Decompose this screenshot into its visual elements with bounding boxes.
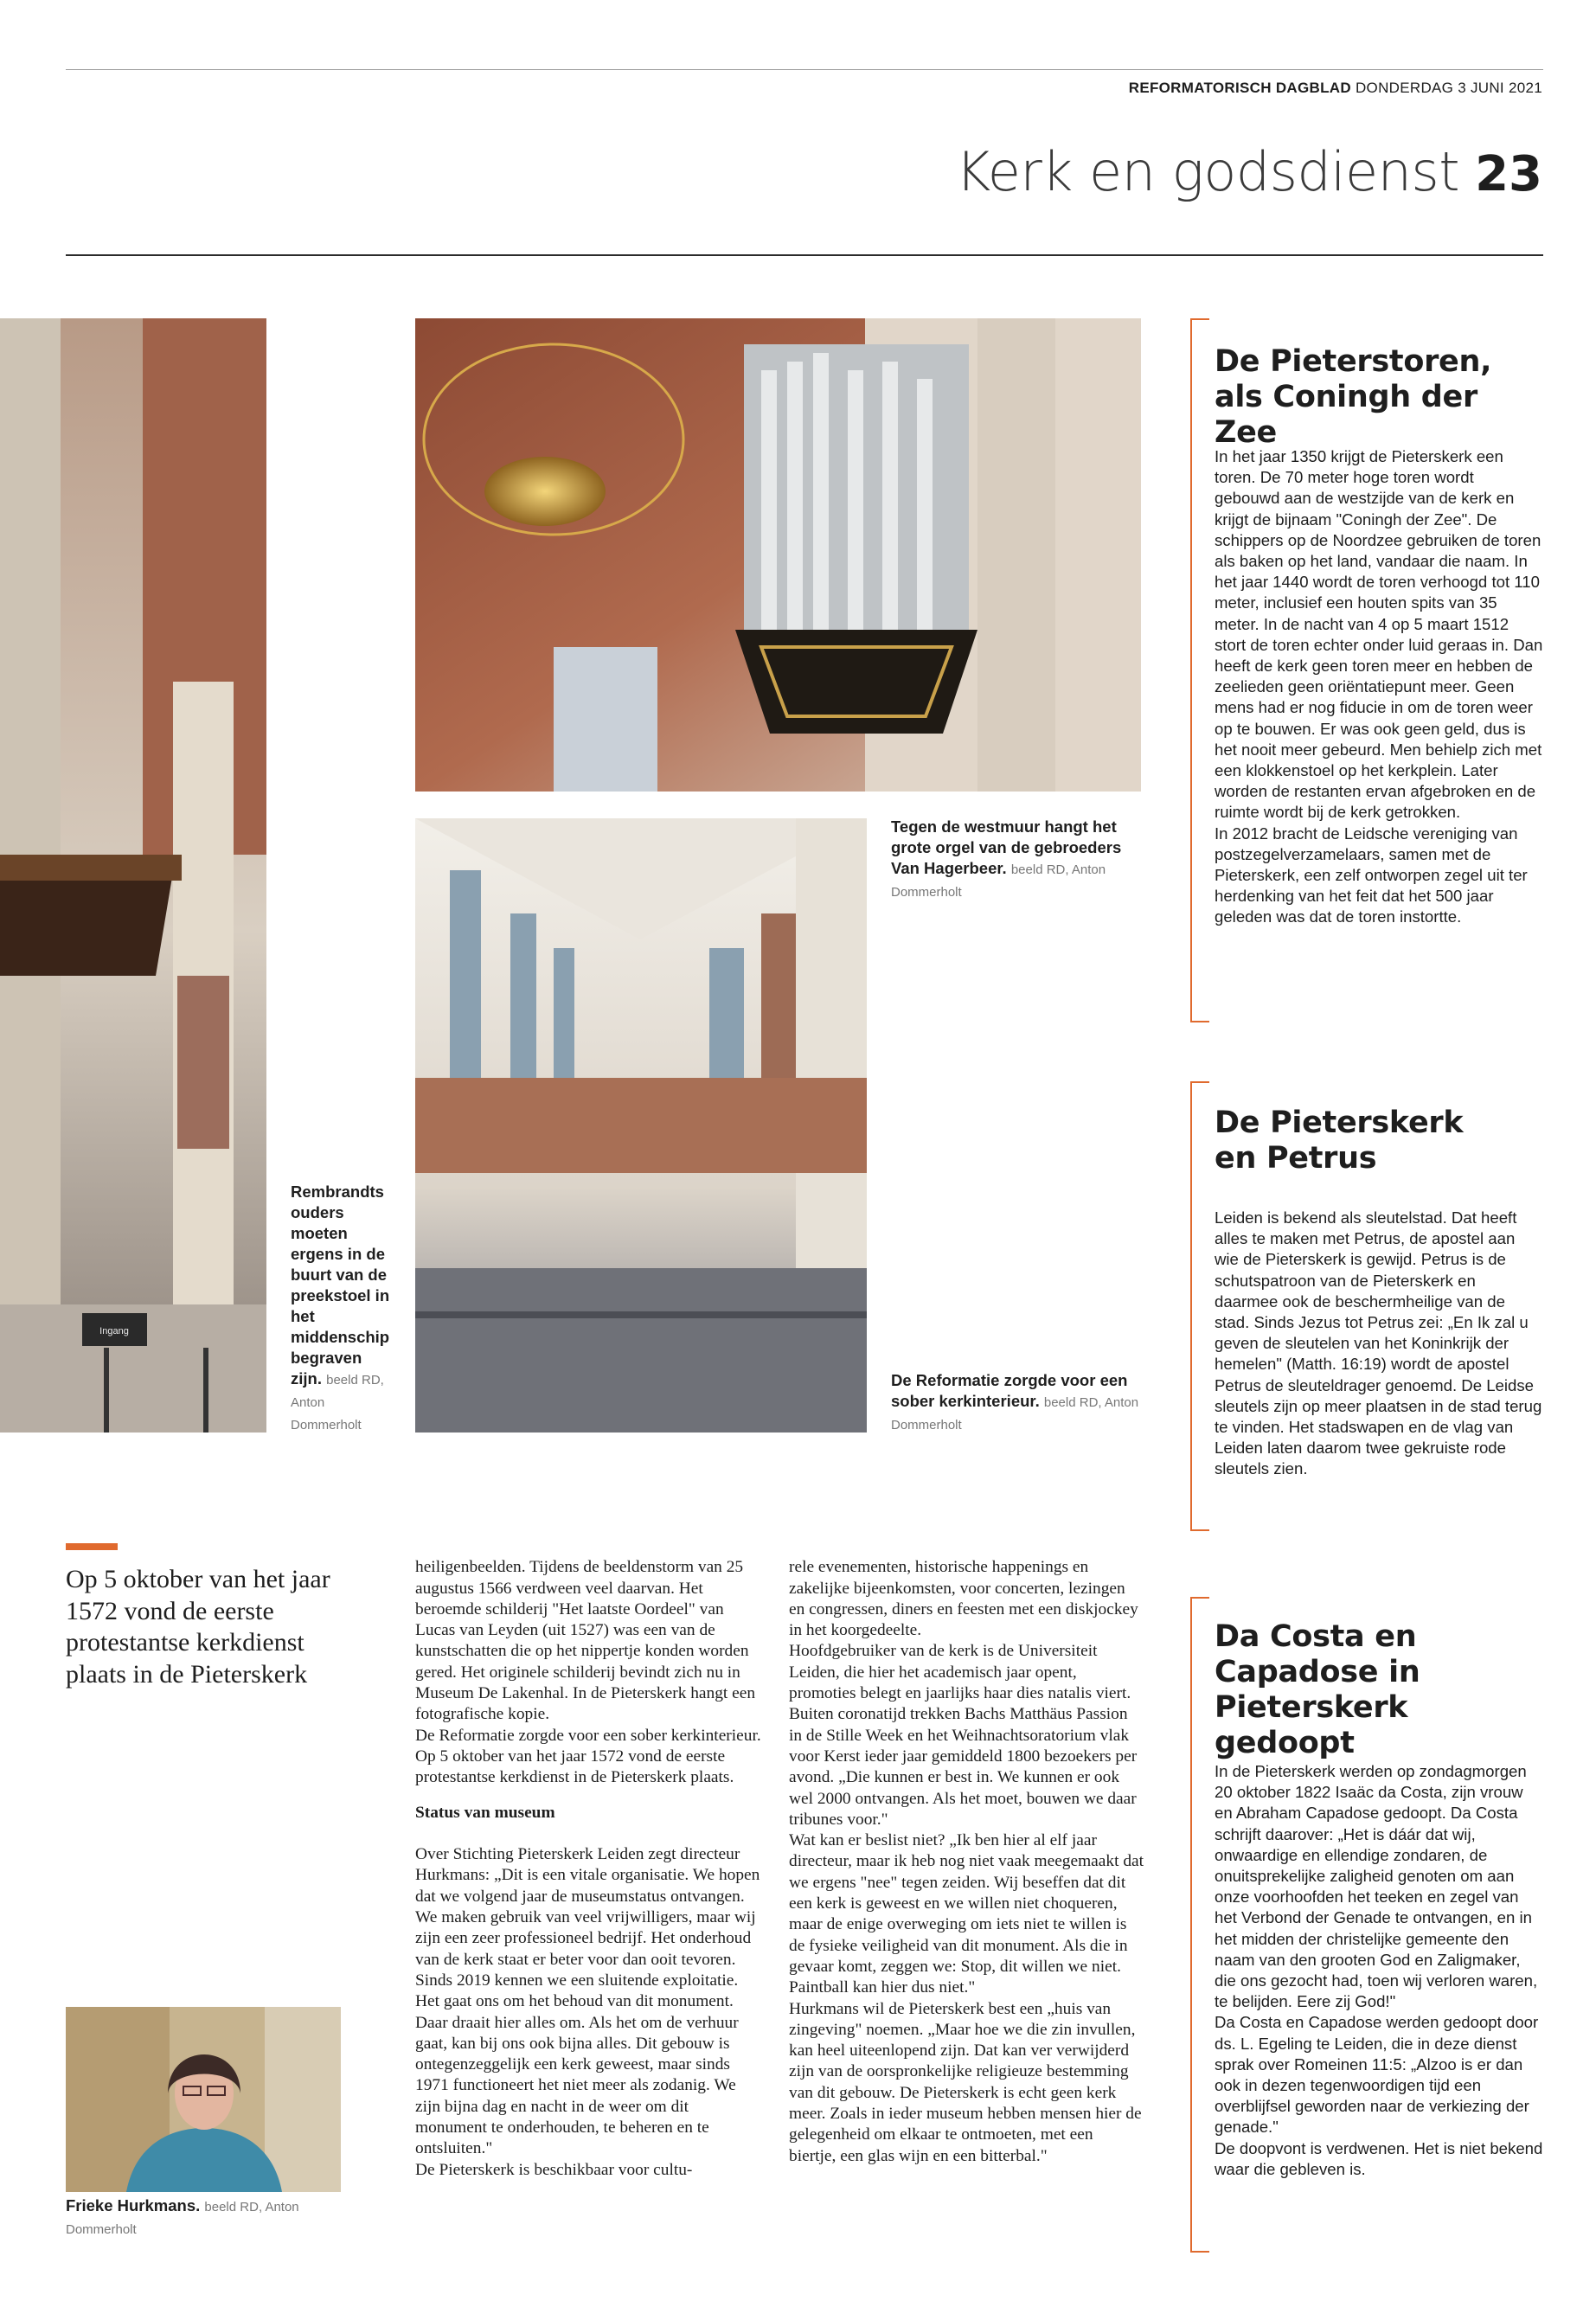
photo-portrait xyxy=(66,2007,341,2192)
article-column-3 xyxy=(789,1536,1144,2167)
caption-pulpit xyxy=(291,1182,396,1436)
caption-pulpit-credit: beeld RD, Anton Dommerholt xyxy=(291,1373,384,1433)
article-subhead: Status van museum xyxy=(415,1803,555,1822)
sidebar-title: De Pieterskerk en Petrus xyxy=(1215,1106,1464,1176)
top-rule xyxy=(66,69,1543,70)
caption-organ xyxy=(891,817,1151,903)
header-bottom-rule xyxy=(66,254,1543,256)
page-number: 23 xyxy=(1475,146,1542,202)
article-col2-part2: Over Stichting Pieterskerk Leiden zegt directeur Hurkmans: „Dit is een vitale organisatie. We hopen dat we volgend jaar de museumstatus ontvangen. We maken gebruik van veel vrijwilligers, maar wij zijn een zeer professioneel bedrijf. Het onderhoud van de kerk staat er beter voor dan ooit tevoren. Sinds 2019 kennen we een sluitende exploitatie. Het gaat ons om het behoud van dit monument. Daar draait hier alles om. Als het om de verhuur gaat, kan bij ons ook bijna alles. Dit gebouw is ontegenzeggelijk een kerk geweest, maar sinds 1971 functioneert het niet meer als zodanig. We zijn bijna dag en nacht in de weer om dit monument te onderhouden, te beheren en te ontsluiten." De Pieterskerk is beschikbaar voor cultu- xyxy=(415,1845,760,2179)
caption-nave-lead: De Reformatie zorgde voor een sober kerkinterieur. xyxy=(891,1371,1128,1410)
caption-nave xyxy=(891,1370,1151,1436)
sidebar-title: Da Costa en Capadose in Pieterskerk gedoopt xyxy=(1215,1619,1420,1760)
section-header xyxy=(956,140,1542,203)
sidebar-da-costa xyxy=(1190,1597,1543,2251)
masthead-date: DONDERDAG 3 JUNI 2021 xyxy=(1355,80,1542,96)
photo-pulpit xyxy=(0,318,266,1433)
masthead-paper: REFORMATORISCH DAGBLAD xyxy=(1128,80,1351,96)
section-title: Kerk en godsdienst xyxy=(955,140,1460,203)
sidebar-body: In de Pieterskerk werden op zondagmorgen 20 oktober 1822 Isaäc da Costa, zijn vrouw en Abraham Capadose gedoopt. Da Costa schrijft daarover: „Het is dáár dat wij, onwaardige en ellendige zondaren, de onuitsprekelijke zaligheid genoten om aan onze voorhoofden het teeken en zegel van het Verbond der Genade te ontvangen, en in het midden der christelijke gemeente den naam van den grooten God en Zaligmaker, die ons gezocht had, toen wij verloren waren, te belijden. Eere zij God!" Da Costa en Capadose werden gedoopt door ds. L. Egeling te Leiden, die in deze dienst sprak over Romeinen 11:5: „Alzoo is er dan ook in dezen tegenwoordigen tijd een overblijfsel geworden naar de verkiezing der genade." De doopvont is verdwenen. Het is niet bekend waar die gebleven is. xyxy=(1215,1762,1543,2178)
sidebar-title: De Pieterstoren, als Coningh der Zee xyxy=(1215,344,1492,450)
caption-portrait-credit: beeld RD, Anton Dommerholt xyxy=(66,2200,299,2237)
caption-portrait xyxy=(66,2195,351,2240)
sidebar-pieterstoren xyxy=(1190,318,1543,1021)
masthead xyxy=(1129,80,1542,97)
photo-nave xyxy=(415,818,867,1433)
caption-organ-lead: Tegen de westmuur hangt het grote orgel van de gebroeders Van Hagerbeer. xyxy=(891,817,1122,877)
article-column-2 xyxy=(415,1536,761,2181)
sidebar-petrus xyxy=(1190,1081,1543,1529)
article-col3: rele evenementen, historische happenings en zakelijke bijeenkomsten, voor concerten, lezingen en congressen, diners en feesten met een diskjockey in het koorgedeelte. Hoofdgebruiker van de kerk is de Universiteit Leiden, die hier het academisch jaar opent, promoties belegt en jaarlijks haar dies natalis viert. Buiten coronatijd trekken Bachs Matthäus Passion in de Stille Week en het Weihnachtsoratorium vlak voor Kerst ieder jaar gemiddeld 1800 bezoekers per avond. „Die kunnen er best in. We kunnen er ook wel 2000 ontvangen. Als het moet, bouwen we daar tribunes voor." Wat kan er beslist niet? „Ik ben hier al elf jaar directeur, maar ik heb nog niet vaak meegemaakt dat we ergens "nee" tegen zeiden. Wij beseffen dat dit een kerk is geweest en we willen niet choqueren, maar de enige overweging om iets niet te willen is de fysieke veiligheid van dit monument. Als die in gevaar komt, zeggen we: Stop, dit willen we niet. Paintball kan hier dus niet." Hurkmans wil de Pieterskerk best een „huis van zingeving" noemen. „Maar hoe we die zin invullen, kan heel uiteenlopend zijn. Dat kan ver verwijderd zijn van de oorspronkelijke religieuze bestemming van dit gebouw. De Pieterskerk is echt geen kerk meer. Zoals in ieder museum hebben mensen hier de gelegenheid om elkaar te ontmoeten, met een biertje, een glas wijn en een bitterbal." xyxy=(789,1558,1144,2165)
photo-sign-text: Ingang xyxy=(99,1326,129,1336)
caption-pulpit-lead: Rembrandts ouders moeten ergens in de buurt van de preekstoel in het middenschip begraven zijn. xyxy=(291,1183,390,1388)
pullquote-bar xyxy=(66,1543,118,1550)
article-col2-part1: heiligenbeelden. Tijdens de beeldenstorm van 25 augustus 1566 verdween veel daarvan. Het beroemde schilderij "Het laatste Oordeel" van Lucas van Leyden (uit 1527) was een van de kunstschatten die op het nippertje konden worden gered. Het originele schilderij bevindt zich nu in Museum De Lakenhal. In de Pieterskerk hangt een fotografische kopie. De Reformatie zorgde voor een sober kerkinterieur. Op 5 oktober van het jaar 1572 vond de eerste protestantse kerkdienst in de Pieterskerk plaats. xyxy=(415,1558,761,1787)
sidebar-body: In het jaar 1350 krijgt de Pieterskerk een toren. De 70 meter hoge toren wordt gebouwd aan de westzijde van de kerk en krijgt de bijnaam "Coningh der Zee". De schippers op de Noordzee gebruiken de toren als baken op het land, vandaar die naam. In het jaar 1440 wordt de toren verhoogd tot 110 meter, inclusief een houten spits van 35 meter. In de nacht van 4 op 5 maart 1512 stort de toren echter onder luid geraas in. Dan heeft de kerk geen toren meer en hebben de zeelieden geen oriëntatiepunt meer. Geen mens had er nog fiducie in om de toren weer op te bouwen. Er was ook geen geld, dus is het nooit meer gebeurd. Men behielp zich met een klokkenstoel op het kerkplein. Later worden de restanten ervan afgebroken en de ruimte wordt bij de kerk getrokken. In 2012 bracht de Leidsche vereniging van postzegelverzamelaars, samen met de Pieterskerk, een zelf ontworpen zegel uit ter herdenking van het feit dat het 500 jaar geleden was dat de toren instortte. xyxy=(1215,447,1543,926)
caption-organ-credit: beeld RD, Anton Dommerholt xyxy=(891,862,1106,900)
sidebar-body: Leiden is bekend als sleutelstad. Dat heeft alles te maken met Petrus, de apostel aan wie de Pieterskerk is gewijd. Petrus is de schutspatroon van de Pieterskerk en daarmee ook de beschermheilige van de stad. Sinds Jezus tot Petrus zei: „En Ik zal u geven de sleutelen van het Koninkrijk der hemelen" (Matth. 16:19) wordt de apostel Petrus de sleuteldrager genoemd. De Leidse sleutels zijn op meer plaatsen in de stad terug te vinden. Het stadswapen en de vlag van Leiden laten daarom twee gekruiste rode sleutels zien. xyxy=(1215,1208,1542,1478)
photo-organ xyxy=(415,318,1141,792)
pullquote: Op 5 oktober van het jaar 1572 vond de eerste protestantse kerkdienst plaats in de Pieterskerk xyxy=(66,1565,330,1689)
caption-nave-credit: beeld RD, Anton Dommerholt xyxy=(891,1395,1139,1433)
caption-portrait-lead: Frieke Hurkmans. xyxy=(66,2196,201,2214)
